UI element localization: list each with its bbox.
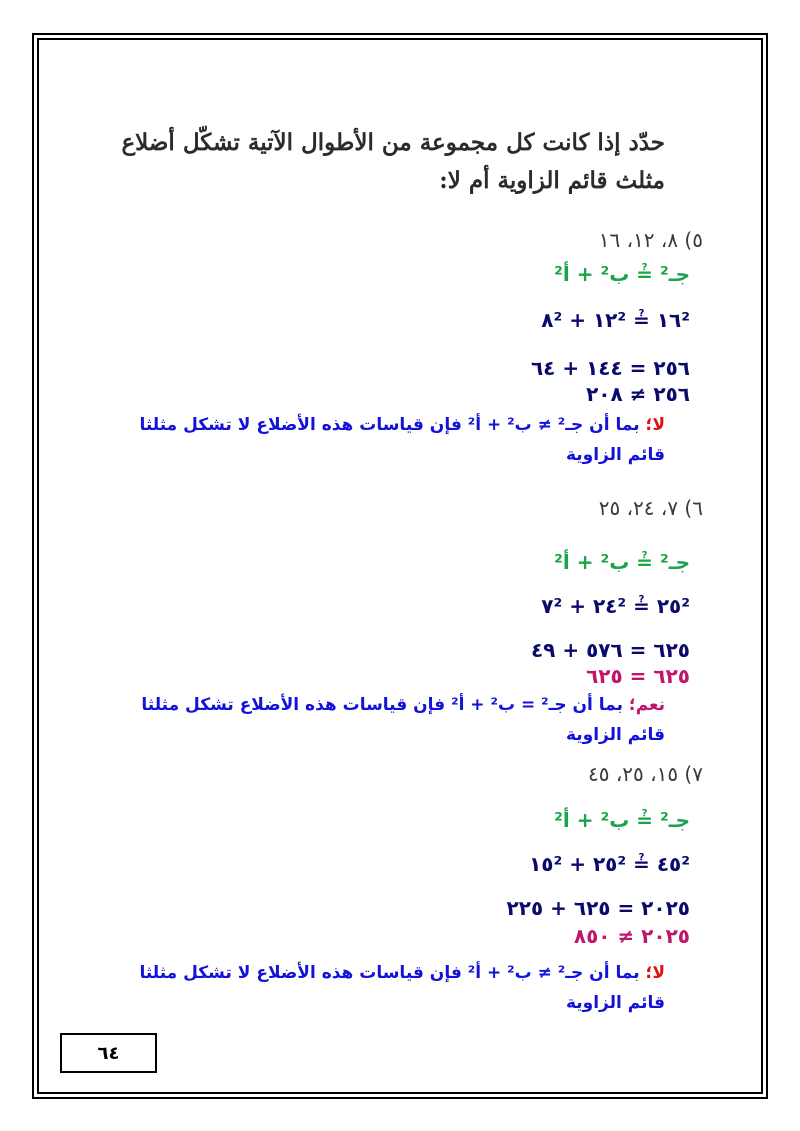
worksheet-page [40,40,760,1090]
problem-5-answer: لا؛ [645,415,665,435]
problem-7-answer: لا؛ [645,963,665,983]
problem-5-substitution: ١٦² ≟ ١٢² + ٨² [541,308,690,332]
problem-5-label: ٥) ٨، ١٢، ١٦ [598,228,703,252]
problem-5-formula: جـ² ≟ ب² + أ² [554,262,690,286]
problem-7-label: ٧) ١٥، ٢٥، ٤٥ [588,762,703,786]
problem-7-conclusion [105,958,665,1018]
problem-7-result: ٢٠٢٥ ≠ ٨٥٠ [573,924,690,948]
problem-7-reason: بما أن جـ² ≠ ب² + أ² فإن قياسات هذه الأضلاع لا تشكل مثلثا قائم الزاوية [139,963,665,1013]
problem-6-substitution: ٢٥² ≟ ٢٤² + ٧² [541,594,690,618]
problem-5-reason: بما أن جـ² ≠ ب² + أ² فإن قياسات هذه الأضلاع لا تشكل مثلثا قائم الزاوية [139,415,665,465]
problem-5-sum: ٢٥٦ = ١٤٤ + ٦٤ [530,356,690,380]
problem-6-sum: ٦٢٥ = ٥٧٦ + ٤٩ [530,638,690,662]
problem-6-result: ٦٢٥ = ٦٢٥ [586,664,690,688]
problem-7-formula: جـ² ≟ ب² + أ² [554,808,690,832]
problem-6-label: ٦) ٧، ٢٤، ٢٥ [598,496,703,520]
problem-6-reason: بما أن جـ² = ب² + أ² فإن قياسات هذه الأضلاع تشكل مثلثا قائم الزاوية [141,695,665,745]
page-number: ٦٤ [60,1033,157,1073]
problem-5-conclusion [105,410,665,470]
problem-7-sum: ٢٠٢٥ = ٦٢٥ + ٢٢٥ [506,896,690,920]
problem-6-conclusion [105,690,665,750]
exercise-instructions: حدّد إذا كانت كل مجموعة من الأطوال الآتية تشكّل أضلاع مثلث قائم الزاوية أم لا: [121,129,665,194]
problem-7-substitution: ٤٥² ≟ ٢٥² + ١٥² [529,852,690,876]
problem-5-result: ٢٥٦ ≠ ٢٠٨ [586,382,690,406]
problem-6-formula: جـ² ≟ ب² + أ² [554,550,690,574]
problem-6-answer: نعم؛ [628,695,665,715]
